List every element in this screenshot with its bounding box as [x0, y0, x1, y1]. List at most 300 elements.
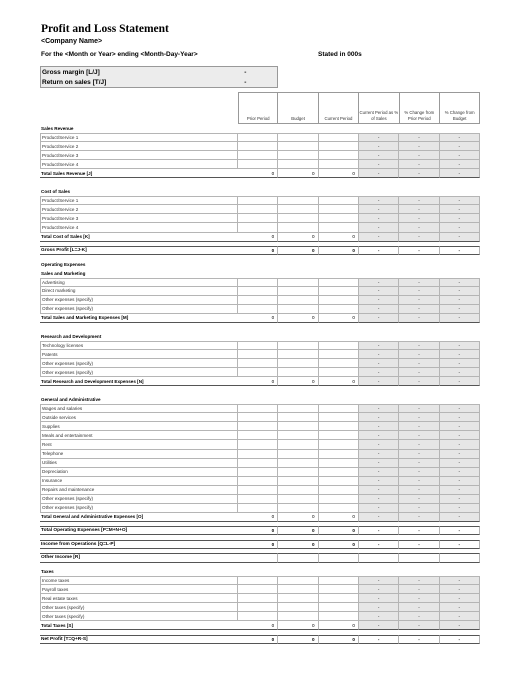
cell[interactable]: -: [440, 341, 480, 350]
cell[interactable]: [319, 223, 359, 232]
cell[interactable]: -: [440, 603, 480, 612]
cell[interactable]: -: [399, 377, 439, 386]
cell[interactable]: 0: [319, 233, 359, 242]
cell[interactable]: -: [440, 513, 480, 522]
cell[interactable]: [319, 305, 359, 314]
cell[interactable]: -: [399, 635, 439, 644]
cell[interactable]: -: [399, 486, 439, 495]
row-label: Income from Operations [Q=L-P]: [40, 540, 238, 549]
cell[interactable]: -: [359, 594, 399, 603]
cell[interactable]: 0: [319, 513, 359, 522]
cell[interactable]: -: [440, 404, 480, 413]
cell[interactable]: [238, 214, 278, 223]
cell[interactable]: 0: [319, 526, 359, 535]
row-label: Product/Service 1: [40, 133, 238, 142]
cell[interactable]: -: [399, 422, 439, 431]
cell[interactable]: [238, 350, 278, 359]
cell[interactable]: [278, 359, 318, 368]
cell[interactable]: -: [399, 205, 439, 214]
cell[interactable]: 0: [278, 314, 318, 323]
cell[interactable]: [278, 576, 318, 585]
cell[interactable]: -: [399, 513, 439, 522]
cell[interactable]: [319, 495, 359, 504]
cell[interactable]: [319, 350, 359, 359]
cell[interactable]: 0: [319, 540, 359, 549]
row-label: Patents: [40, 350, 238, 359]
cell[interactable]: [278, 486, 318, 495]
cell[interactable]: -: [359, 603, 399, 612]
cell[interactable]: 0: [278, 621, 318, 630]
cell[interactable]: -: [440, 459, 480, 468]
cell[interactable]: -: [359, 422, 399, 431]
cell[interactable]: 0: [319, 169, 359, 178]
cell[interactable]: [238, 603, 278, 612]
cell[interactable]: -: [359, 341, 399, 350]
cell[interactable]: -: [359, 504, 399, 513]
cell[interactable]: [319, 422, 359, 431]
cell[interactable]: 0: [278, 513, 318, 522]
cell[interactable]: -: [440, 350, 480, 359]
cell[interactable]: -: [399, 341, 439, 350]
cell[interactable]: -: [399, 477, 439, 486]
row-label: Total Taxes [S]: [40, 621, 238, 630]
cell[interactable]: [278, 594, 318, 603]
cell[interactable]: -: [399, 305, 439, 314]
row-label: Other expenses (specify): [40, 305, 238, 314]
cell[interactable]: -: [440, 585, 480, 594]
cell[interactable]: -: [440, 233, 480, 242]
cell[interactable]: [238, 612, 278, 621]
cell[interactable]: 0: [238, 377, 278, 386]
cell[interactable]: 0: [319, 635, 359, 644]
cell[interactable]: 0: [278, 377, 318, 386]
cell[interactable]: -: [440, 246, 480, 255]
cell[interactable]: [278, 404, 318, 413]
cell[interactable]: [319, 205, 359, 214]
cell[interactable]: -: [359, 431, 399, 440]
cell[interactable]: 0: [238, 513, 278, 522]
cell[interactable]: [319, 477, 359, 486]
cell[interactable]: 0: [238, 540, 278, 549]
cell[interactable]: [278, 495, 318, 504]
cell[interactable]: -: [440, 504, 480, 513]
cell[interactable]: -: [359, 142, 399, 151]
cell[interactable]: [238, 278, 278, 287]
cell[interactable]: [278, 151, 318, 160]
cell[interactable]: -: [440, 422, 480, 431]
cell[interactable]: 0: [238, 233, 278, 242]
row-label: Operating Expenses: [41, 261, 86, 267]
cell[interactable]: -: [359, 287, 399, 296]
row-spacer: [40, 178, 480, 187]
table-row: [40, 142, 480, 151]
column-headers: [238, 92, 480, 124]
cell[interactable]: -: [440, 287, 480, 296]
row-label: Rent: [40, 440, 238, 449]
cell[interactable]: -: [440, 495, 480, 504]
table-row: [40, 431, 480, 440]
cell[interactable]: -: [359, 314, 399, 323]
cell[interactable]: 0: [238, 526, 278, 535]
cell[interactable]: -: [440, 450, 480, 459]
cell[interactable]: -: [359, 513, 399, 522]
cell[interactable]: 0: [278, 233, 318, 242]
kpi-value[interactable]: -: [244, 68, 247, 76]
cell[interactable]: [238, 305, 278, 314]
cell[interactable]: -: [359, 526, 399, 535]
cell[interactable]: [278, 413, 318, 422]
cell[interactable]: -: [359, 440, 399, 449]
cell[interactable]: [319, 368, 359, 377]
cell[interactable]: 0: [319, 377, 359, 386]
cell[interactable]: -: [359, 160, 399, 169]
cell[interactable]: [440, 553, 480, 562]
cell[interactable]: [238, 223, 278, 232]
cell[interactable]: [278, 296, 318, 305]
cell[interactable]: -: [399, 214, 439, 223]
kpi-value[interactable]: -: [244, 78, 247, 86]
cell[interactable]: [238, 341, 278, 350]
cell[interactable]: [278, 142, 318, 151]
cell[interactable]: -: [399, 296, 439, 305]
cell[interactable]: [319, 459, 359, 468]
cell[interactable]: [238, 450, 278, 459]
cell[interactable]: -: [399, 612, 439, 621]
total-row: [40, 377, 480, 386]
cell[interactable]: -: [440, 468, 480, 477]
cell[interactable]: -: [399, 404, 439, 413]
cell[interactable]: -: [359, 612, 399, 621]
cell[interactable]: -: [399, 431, 439, 440]
cell[interactable]: [238, 477, 278, 486]
cell[interactable]: [319, 440, 359, 449]
cell[interactable]: -: [399, 495, 439, 504]
cell[interactable]: [319, 359, 359, 368]
row-label: Sales and Marketing: [41, 270, 86, 276]
cell[interactable]: 0: [238, 635, 278, 644]
cell[interactable]: [238, 359, 278, 368]
cell[interactable]: -: [359, 169, 399, 178]
cell[interactable]: 0: [238, 314, 278, 323]
cell[interactable]: -: [359, 278, 399, 287]
cell[interactable]: 0: [278, 526, 318, 535]
cell[interactable]: -: [359, 296, 399, 305]
cell[interactable]: -: [359, 246, 399, 255]
major-row: [40, 635, 480, 644]
cell[interactable]: [359, 553, 399, 562]
cell[interactable]: -: [359, 477, 399, 486]
cell[interactable]: -: [359, 459, 399, 468]
cell[interactable]: -: [399, 413, 439, 422]
cell[interactable]: [319, 413, 359, 422]
row-label: Research and Development: [41, 333, 102, 339]
cell[interactable]: [278, 477, 318, 486]
cell[interactable]: [278, 350, 318, 359]
cell[interactable]: -: [440, 477, 480, 486]
cell[interactable]: [238, 459, 278, 468]
cell[interactable]: -: [440, 160, 480, 169]
cell[interactable]: -: [399, 504, 439, 513]
cell[interactable]: [319, 142, 359, 151]
cell[interactable]: [319, 468, 359, 477]
cell[interactable]: -: [399, 368, 439, 377]
cell[interactable]: [278, 553, 318, 562]
cell[interactable]: [319, 133, 359, 142]
cell[interactable]: -: [440, 486, 480, 495]
cell[interactable]: [278, 603, 318, 612]
cell[interactable]: [238, 553, 278, 562]
cell[interactable]: -: [440, 223, 480, 232]
cell[interactable]: -: [440, 635, 480, 644]
cell[interactable]: [278, 160, 318, 169]
row-label: Wages and salaries: [40, 404, 238, 413]
cell[interactable]: -: [399, 440, 439, 449]
cell[interactable]: -: [399, 246, 439, 255]
cell[interactable]: -: [399, 540, 439, 549]
cell[interactable]: [319, 450, 359, 459]
cell[interactable]: -: [440, 413, 480, 422]
cell[interactable]: -: [399, 314, 439, 323]
cell[interactable]: [319, 576, 359, 585]
sec-row: [40, 260, 480, 269]
cell[interactable]: 0: [278, 635, 318, 644]
cell[interactable]: -: [359, 486, 399, 495]
cell[interactable]: [319, 504, 359, 513]
cell[interactable]: 0: [278, 246, 318, 255]
cell[interactable]: [319, 196, 359, 205]
table-row: [40, 603, 480, 612]
cell[interactable]: [319, 594, 359, 603]
cell[interactable]: -: [359, 377, 399, 386]
cell[interactable]: -: [440, 576, 480, 585]
cell[interactable]: [238, 486, 278, 495]
cell[interactable]: [238, 205, 278, 214]
row-label: Total General and Administrative Expenses [O]: [40, 513, 238, 522]
cell[interactable]: [278, 205, 318, 214]
cell[interactable]: -: [359, 214, 399, 223]
cell[interactable]: 0: [278, 169, 318, 178]
cell[interactable]: [319, 585, 359, 594]
cell[interactable]: -: [359, 223, 399, 232]
cell[interactable]: -: [440, 142, 480, 151]
cell[interactable]: -: [440, 296, 480, 305]
cell[interactable]: [238, 151, 278, 160]
cell[interactable]: [319, 296, 359, 305]
cell[interactable]: -: [440, 151, 480, 160]
cell[interactable]: [278, 504, 318, 513]
row-label: Total Sales and Marketing Expenses [M]: [40, 314, 238, 323]
cell[interactable]: -: [440, 214, 480, 223]
table-row: [40, 133, 480, 142]
cell[interactable]: -: [440, 205, 480, 214]
cell[interactable]: [238, 440, 278, 449]
kpi-row-return-on-sales: [41, 77, 277, 87]
cell[interactable]: -: [440, 612, 480, 621]
cell[interactable]: -: [399, 133, 439, 142]
cell[interactable]: -: [440, 196, 480, 205]
column-header: % Change from Budget: [440, 92, 480, 124]
cell[interactable]: -: [359, 368, 399, 377]
cell[interactable]: -: [359, 151, 399, 160]
cell[interactable]: [238, 413, 278, 422]
cell[interactable]: 0: [238, 246, 278, 255]
cell[interactable]: -: [399, 585, 439, 594]
cell[interactable]: -: [359, 495, 399, 504]
cell[interactable]: [238, 368, 278, 377]
cell[interactable]: -: [440, 440, 480, 449]
cell[interactable]: [319, 404, 359, 413]
cell[interactable]: -: [359, 576, 399, 585]
table-row: [40, 359, 480, 368]
cell[interactable]: -: [399, 160, 439, 169]
cell[interactable]: [278, 305, 318, 314]
cell[interactable]: [238, 287, 278, 296]
cell[interactable]: -: [440, 431, 480, 440]
cell[interactable]: [319, 341, 359, 350]
table-row: [40, 504, 480, 513]
cell[interactable]: -: [399, 287, 439, 296]
cell[interactable]: [278, 214, 318, 223]
cell[interactable]: -: [399, 196, 439, 205]
cell[interactable]: [238, 142, 278, 151]
cell[interactable]: -: [359, 540, 399, 549]
cell[interactable]: [319, 431, 359, 440]
cell[interactable]: 0: [238, 169, 278, 178]
cell[interactable]: [278, 468, 318, 477]
cell[interactable]: -: [359, 359, 399, 368]
cell[interactable]: [319, 486, 359, 495]
cell[interactable]: [399, 553, 439, 562]
row-label: Sales Revenue: [41, 126, 74, 132]
cell[interactable]: [238, 495, 278, 504]
cell[interactable]: -: [399, 233, 439, 242]
cell[interactable]: 0: [319, 621, 359, 630]
cell[interactable]: -: [440, 133, 480, 142]
cell[interactable]: 0: [319, 246, 359, 255]
row-label: Utilities: [40, 459, 238, 468]
row-label: Other taxes (specify): [40, 603, 238, 612]
cell[interactable]: [238, 404, 278, 413]
cell[interactable]: [319, 553, 359, 562]
cell[interactable]: -: [440, 278, 480, 287]
cell[interactable]: -: [399, 450, 439, 459]
cell[interactable]: -: [440, 359, 480, 368]
cell[interactable]: 0: [278, 540, 318, 549]
cell[interactable]: -: [359, 196, 399, 205]
cell[interactable]: -: [440, 594, 480, 603]
cell[interactable]: -: [440, 305, 480, 314]
cell[interactable]: -: [359, 404, 399, 413]
cell[interactable]: -: [359, 350, 399, 359]
cell[interactable]: -: [399, 621, 439, 630]
cell[interactable]: [278, 612, 318, 621]
cell[interactable]: -: [359, 468, 399, 477]
cell[interactable]: 0: [319, 314, 359, 323]
cell[interactable]: [238, 196, 278, 205]
cell[interactable]: -: [399, 359, 439, 368]
cell[interactable]: [238, 594, 278, 603]
cell[interactable]: [278, 585, 318, 594]
cell[interactable]: 0: [238, 621, 278, 630]
cell[interactable]: -: [440, 169, 480, 178]
cell[interactable]: -: [440, 377, 480, 386]
cell[interactable]: [278, 133, 318, 142]
table-row: [40, 576, 480, 585]
cell[interactable]: -: [440, 368, 480, 377]
cell[interactable]: [278, 431, 318, 440]
cell[interactable]: -: [440, 621, 480, 630]
cell[interactable]: [238, 296, 278, 305]
cell[interactable]: -: [359, 205, 399, 214]
cell[interactable]: [278, 341, 318, 350]
cell[interactable]: [319, 214, 359, 223]
cell[interactable]: -: [399, 576, 439, 585]
cell[interactable]: [278, 422, 318, 431]
cell[interactable]: [278, 196, 318, 205]
cell[interactable]: -: [399, 278, 439, 287]
row-label: Total Operating Expenses [P=M+N+O]: [40, 526, 238, 535]
cell[interactable]: -: [440, 314, 480, 323]
cell[interactable]: -: [440, 540, 480, 549]
cell[interactable]: -: [359, 305, 399, 314]
cell[interactable]: -: [399, 142, 439, 151]
cell[interactable]: [238, 431, 278, 440]
cell[interactable]: [238, 576, 278, 585]
cell[interactable]: -: [399, 151, 439, 160]
cell[interactable]: [238, 133, 278, 142]
cell[interactable]: [238, 468, 278, 477]
cell[interactable]: [319, 278, 359, 287]
cell[interactable]: [238, 504, 278, 513]
cell[interactable]: [278, 368, 318, 377]
row-label: Meals and entertainment: [40, 431, 238, 440]
cell[interactable]: -: [399, 169, 439, 178]
cell[interactable]: [278, 287, 318, 296]
cell[interactable]: -: [359, 621, 399, 630]
cell[interactable]: [238, 422, 278, 431]
cell[interactable]: [319, 151, 359, 160]
cell[interactable]: -: [399, 223, 439, 232]
cell[interactable]: [319, 612, 359, 621]
cell[interactable]: [238, 160, 278, 169]
cell[interactable]: -: [359, 635, 399, 644]
cell[interactable]: -: [399, 526, 439, 535]
cell[interactable]: -: [359, 450, 399, 459]
column-header: Prior Period: [238, 92, 278, 124]
row-label: Advertising: [40, 278, 238, 287]
cell[interactable]: -: [399, 459, 439, 468]
cell[interactable]: [319, 603, 359, 612]
cell[interactable]: -: [440, 526, 480, 535]
cell[interactable]: [278, 450, 318, 459]
cell[interactable]: -: [359, 233, 399, 242]
cell[interactable]: -: [399, 468, 439, 477]
cell[interactable]: [319, 287, 359, 296]
cell[interactable]: [278, 278, 318, 287]
row-label: Direct marketing: [40, 287, 238, 296]
cell[interactable]: [278, 459, 318, 468]
cell[interactable]: [319, 160, 359, 169]
cell[interactable]: [278, 440, 318, 449]
cell[interactable]: -: [399, 594, 439, 603]
cell[interactable]: -: [399, 603, 439, 612]
cell[interactable]: -: [359, 133, 399, 142]
cell[interactable]: [278, 223, 318, 232]
cell[interactable]: -: [399, 350, 439, 359]
cell[interactable]: -: [359, 413, 399, 422]
cell[interactable]: -: [359, 585, 399, 594]
cell[interactable]: [238, 585, 278, 594]
